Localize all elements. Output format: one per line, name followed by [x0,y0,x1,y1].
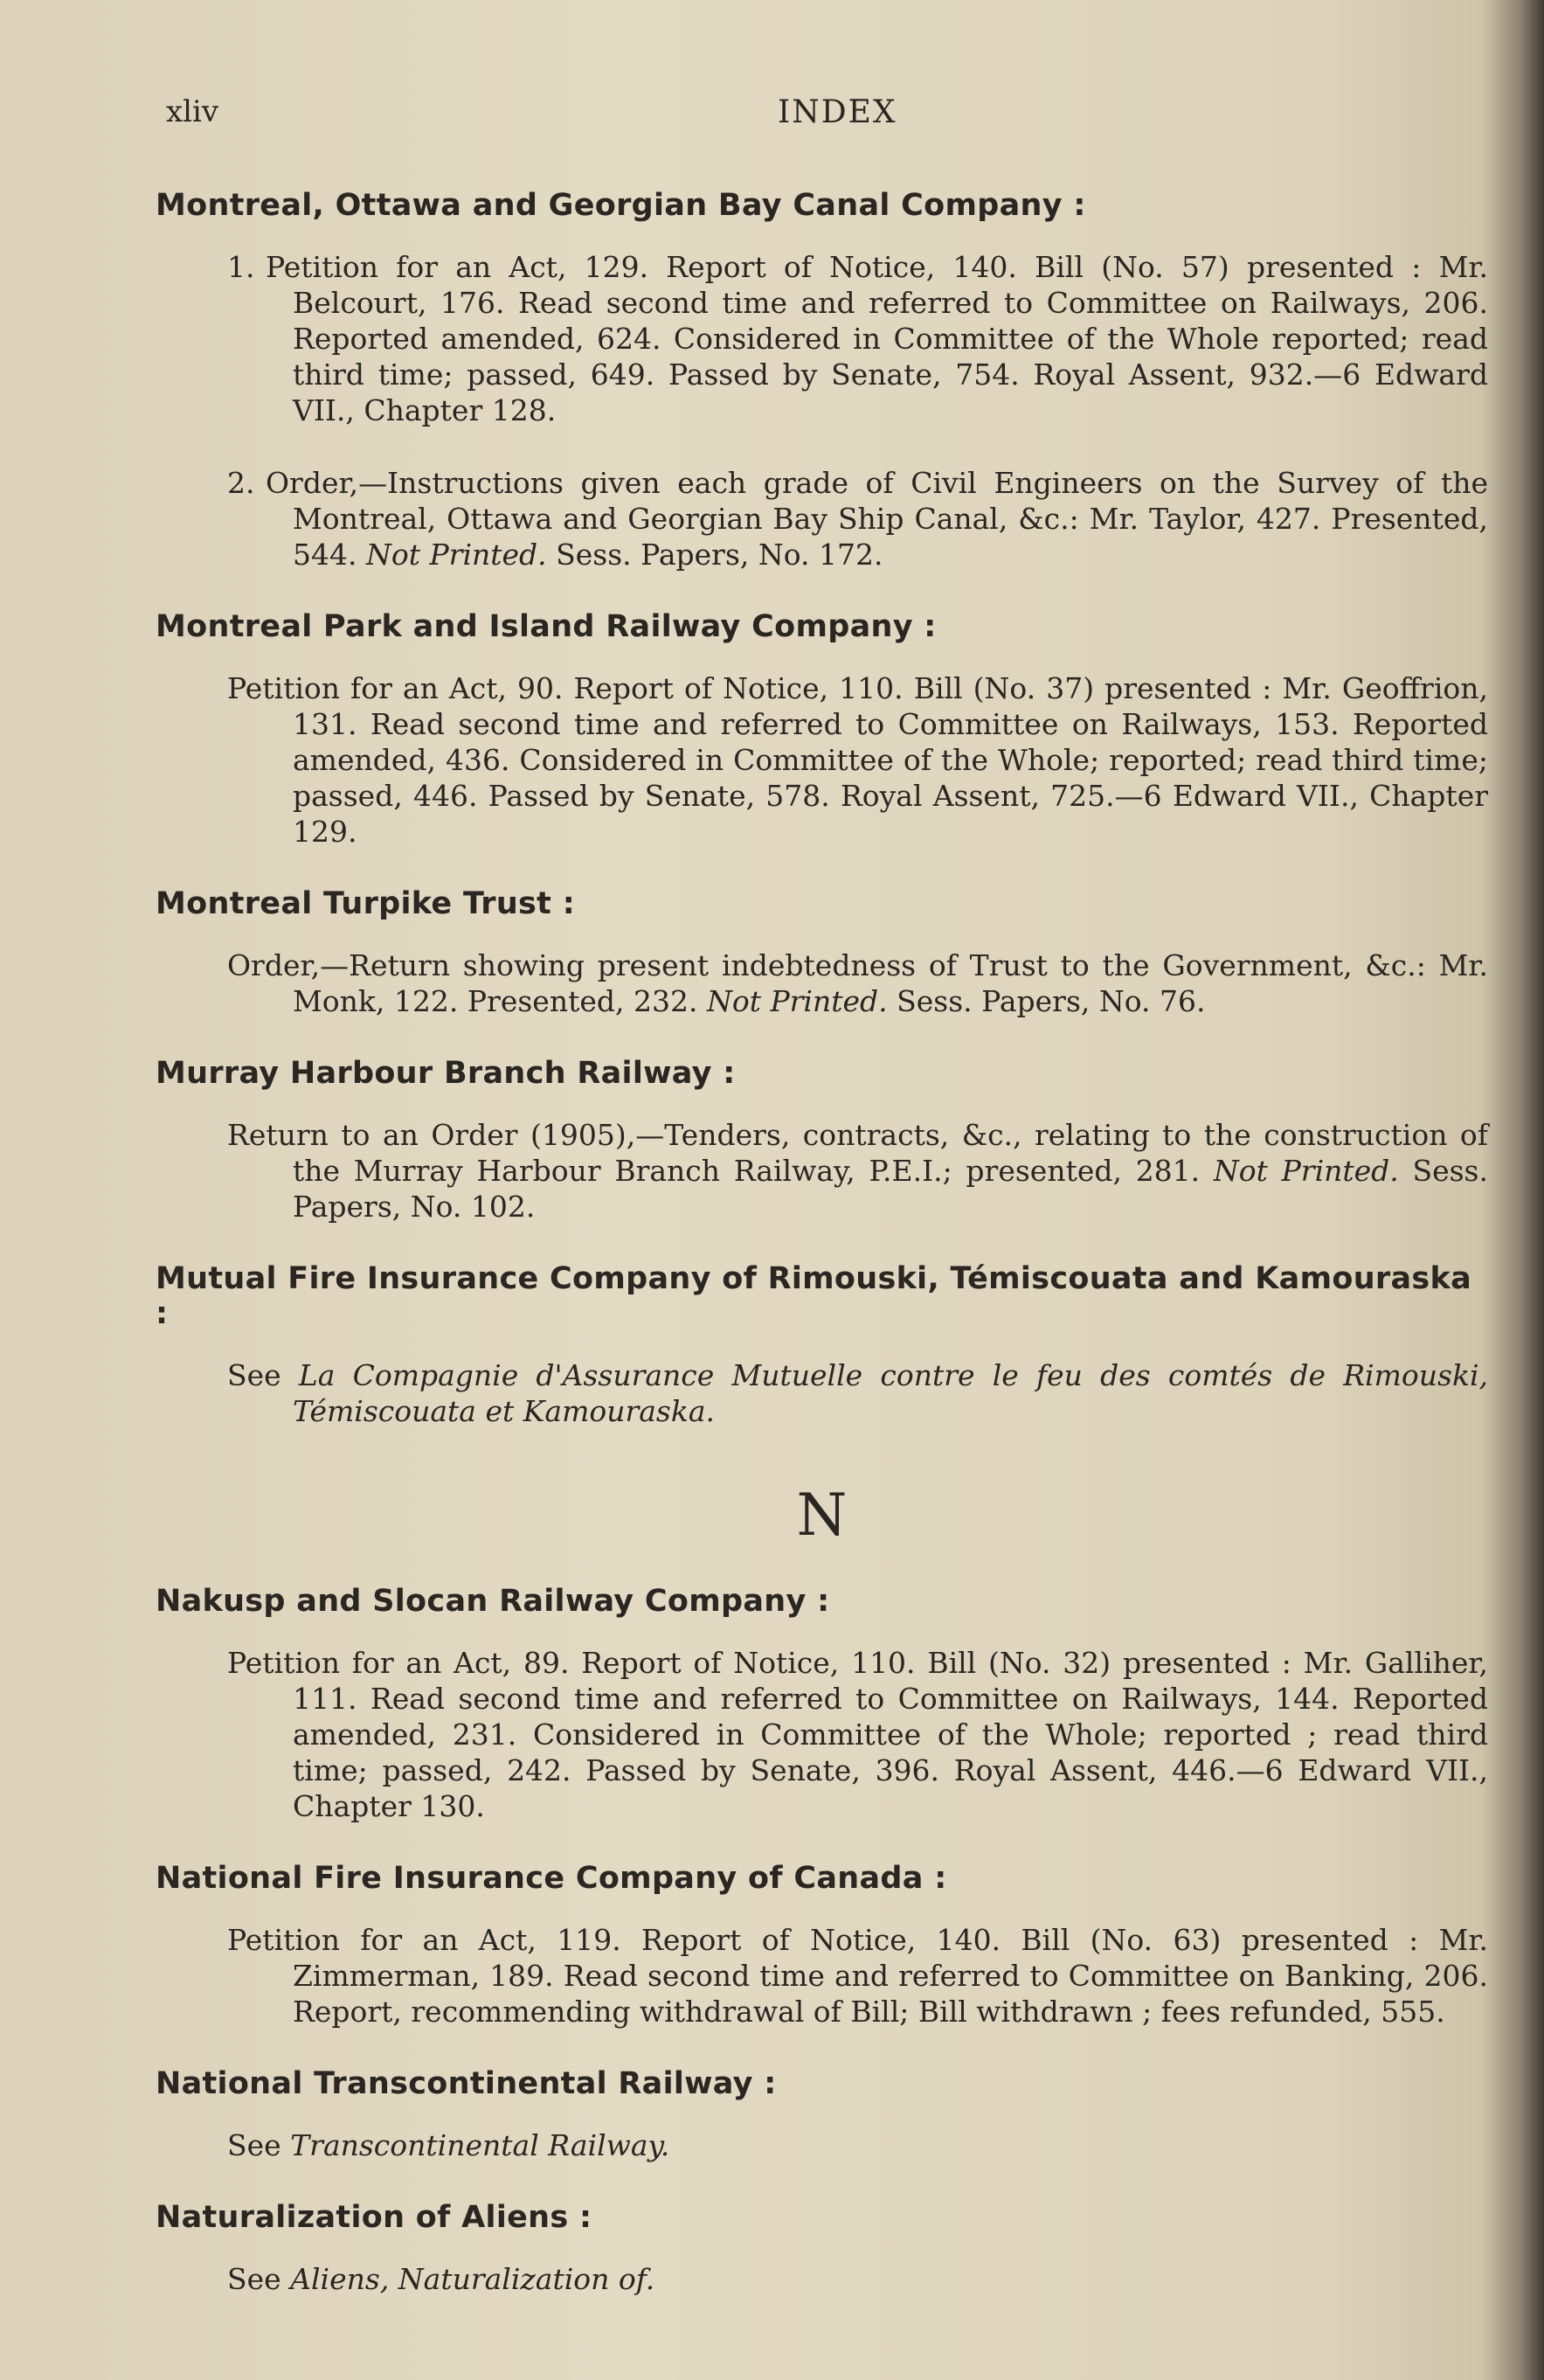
entry-title: Murray Harbour Branch Railway : [156,1056,736,1091]
index-entry [156,1056,1488,1225]
item-text-after: Sess. Papers, No. 172. [546,538,883,572]
index-content [156,188,1488,2334]
index-entry [156,2066,1488,2163]
page-number: xliv [166,94,219,129]
entry-title: Montreal Park and Island Railway Company : [156,609,937,644]
page-header [166,94,1494,138]
entry-title: National Fire Insurance Company of Canada : [156,1861,947,1896]
entry-text [227,1117,1488,1225]
item-text: Petition for an Act, 90. Report of Notice, 110. Bill (No. 37) presented : Mr. Geoffrion, 131. Read second time and referred to Committee on Railways, 153. Reported amended, 436. Considered in Committee of the Whole; reported; read third time; passed, 446. Passed by Senate, 578. Royal Assent, 725.—6 Edward VII., Chapter 129. [227,671,1488,849]
item-text: Order,—Return showing present indebtedness of Trust to the Government, &c.: Mr. Monk, 122. Presented, 232. [227,948,1488,1018]
see-label: See [227,2128,291,2162]
entry-title: Naturalization of Aliens : [156,2200,592,2235]
see-reference: Aliens, Naturalization of. [290,2262,655,2296]
entry-text [227,1922,1488,2030]
entry-text [227,1645,1488,1824]
index-entry [156,1584,1488,1824]
item-text-after: Sess. Papers, No. 102. [293,1154,1488,1224]
entry-title: Montreal Turpike Trust : [156,886,575,921]
entry-item [227,249,1488,428]
index-entry [156,1261,1488,1429]
entry-title: Nakusp and Slocan Railway Company : [156,1584,830,1619]
index-entry [156,886,1488,1019]
see-reference: La Compagnie d'Assurance Mutuelle contre le feu des comtés de Rimouski, Témiscouata et Kamouraska. [293,1358,1488,1428]
entry-title: Mutual Fire Insurance Company of Rimouski, Témiscouata and Kamouraska : [156,1261,1472,1331]
entry-see [227,1357,1488,1429]
section-letter: N [796,1481,848,1549]
item-text: Return to an Order (1905),—Tenders, contracts, &c., relating to the construction of the Murray Harbour Branch Railway, P.E.I.; presented, 281. [227,1118,1488,1188]
entry-see [227,2261,1488,2297]
entry-text [227,670,1488,850]
item-number: 1. [227,250,255,284]
index-entry [156,188,1488,572]
entry-item [227,465,1488,572]
entry-see [227,2127,1488,2163]
item-text: Petition for an Act, 89. Report of Notice, 110. Bill (No. 32) presented : Mr. Galliher, 111. Read second time and referred to Committee on Railways, 144. Reported amended, 231. Considered in Committee of the Whole; reported ; read third time; passed, 242. Passed by Senate, 396. Royal Assent, 446.—6 Edward VII., Chapter 130. [227,1646,1488,1823]
item-text: Order,—Instructions given each grade of Civil Engineers on the Survey of the Montreal, Ottawa and Georgian Bay Ship Canal, &c.: Mr. Taylor, 427. Presented, 544. [266,466,1488,572]
running-head: INDEX [778,94,897,130]
index-entry [156,1861,1488,2030]
entry-text [227,947,1488,1019]
see-label: See [227,2262,291,2296]
item-italic: Not Printed. [706,984,888,1018]
item-italic: Not Printed. [1213,1154,1399,1188]
item-text: Petition for an Act, 129. Report of Notice, 140. Bill (No. 57) presented : Mr. Belcourt, 176. Read second time and referred to Committee on Railways, 206. Reported amended, 624. Considered in Committee of the Whole reported; read third time; passed, 649. Passed by Senate, 754. Royal Assent, 932.—6 Edward VII., Chapter 128. [266,250,1488,427]
index-entry [156,2200,1488,2297]
entry-title: Montreal, Ottawa and Georgian Bay Canal Company : [156,188,1086,223]
see-reference: Transcontinental Railway. [290,2128,670,2162]
see-label: See [227,1358,299,1392]
entry-title: National Transcontinental Railway : [156,2066,777,2101]
item-text: Petition for an Act, 119. Report of Notice, 140. Bill (No. 63) presented : Mr. Zimmerman, 189. Read second time and referred to Committee on Banking, 206. Report, recommending withdrawal of Bill; Bill withdrawn ; fees refunded, 555. [227,1923,1488,2029]
index-entry [156,609,1488,850]
item-number: 2. [227,466,255,500]
item-text-after: Sess. Papers, No. 76. [887,984,1206,1018]
item-italic: Not Printed. [365,538,547,572]
